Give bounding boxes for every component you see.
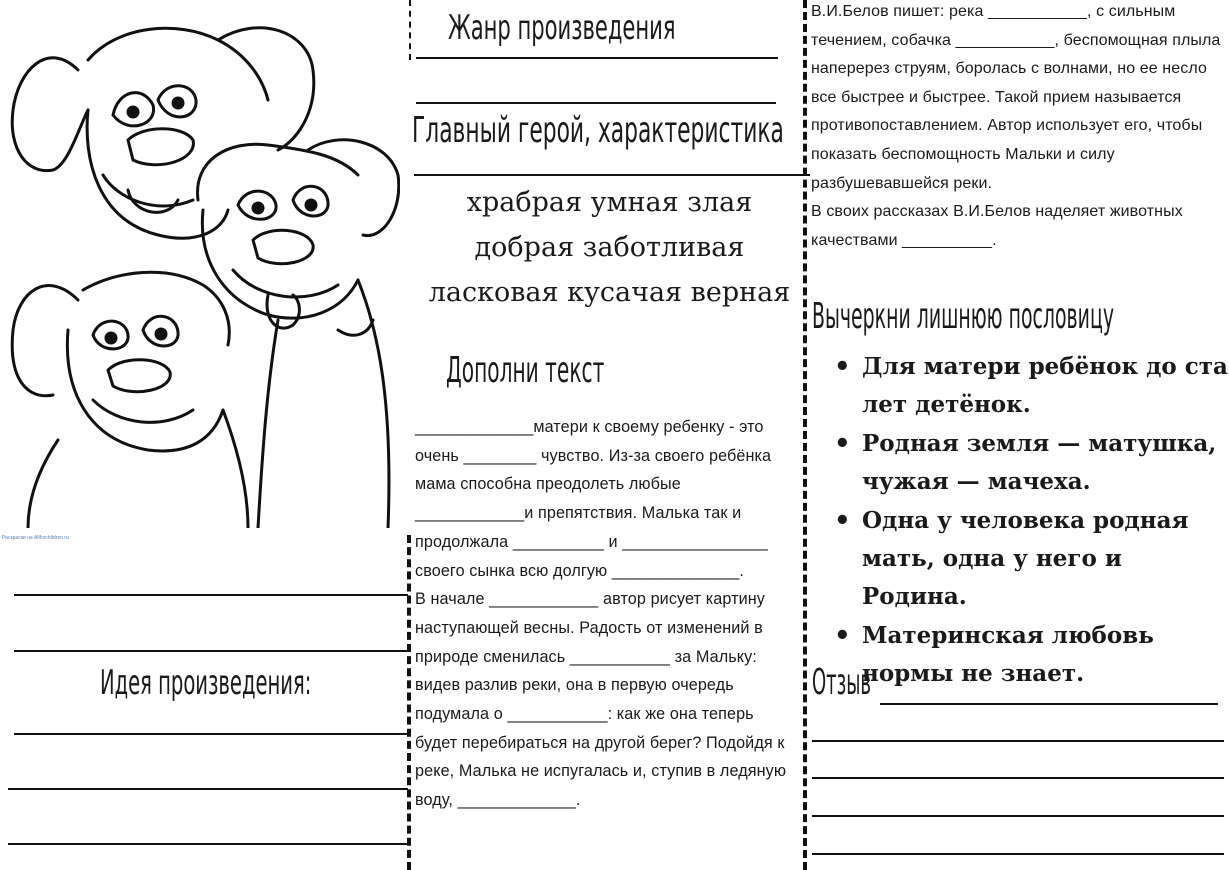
genre-heading: Жанр произведения	[448, 8, 676, 48]
proverb-list	[834, 348, 1229, 694]
answer-line	[8, 843, 408, 845]
review-heading: Отзыв	[812, 662, 872, 703]
proverb-item: • Для матери ребёнок до ста лет детёнок.	[834, 348, 1229, 425]
proverb-heading: Вычеркни лишнюю пословицу	[812, 296, 1115, 337]
fill-paragraph: _____________матери к своему ребенку - это очень ________ чувство. Из-за своего ребёнка мама способна преодолеть любые ____________и препятствия. Малька так и продолжала __________ и ________________ своего сынка всю долгую ______________.	[415, 418, 772, 580]
answer-line	[8, 788, 408, 790]
answer-line	[416, 57, 778, 59]
trait-line: храбрая умная злая	[466, 187, 753, 218]
answer-line	[812, 740, 1224, 742]
answer-line	[14, 733, 408, 735]
answer-line	[812, 815, 1224, 817]
hero-traits	[412, 180, 807, 315]
answer-line	[812, 777, 1224, 779]
column-divider-left	[407, 535, 411, 870]
answer-line	[14, 650, 408, 652]
dogs-coloring-illustration	[8, 0, 400, 528]
fill-text-heading: Дополни текст	[446, 350, 605, 391]
fill-paragraph: В начале ____________ автор рисует картину наступающей весны. Радость от изменений в природе сменилась ___________ за Мальку: видев разлив реки, она в первую очередь подумала о ___________: как же она теперь будет перебираться на другой берег? Подойдя к реке, Малька не испугалась и, ступив в ледяную воду, _____________.	[415, 590, 787, 810]
illustration-credit: Раскраски на Allforchildren.ru	[2, 535, 69, 541]
proverb-item: • Родная земля — матушка, чужая — мачеха.	[834, 425, 1229, 502]
hero-heading: Главный герой, характеристика	[412, 110, 784, 151]
proverb-item: • Материнская любовь нормы не знает.	[834, 617, 1229, 694]
trait-line: добрая заботливая	[474, 232, 745, 263]
answer-line	[880, 703, 1218, 705]
trait-line: ласковая кусачая верная	[428, 277, 791, 308]
column-divider-right	[803, 0, 807, 870]
proverb-item: • Одна у человека родная мать, одна у него и Родина.	[834, 502, 1229, 617]
fill-in-text	[415, 413, 800, 815]
idea-heading: Идея произведения:	[100, 663, 312, 703]
answer-line	[416, 102, 776, 104]
answer-line	[414, 174, 810, 176]
answer-line	[812, 853, 1224, 855]
analysis-paragraph: В своих рассказах В.И.Белов наделяет животных качествами __________.	[811, 203, 1183, 249]
answer-line	[14, 594, 408, 596]
column-divider-top	[409, 0, 411, 60]
analysis-paragraph: В.И.Белов пишет: река ___________, с сильным течением, собачка ___________, беспомощная плыла наперерез струям, боролась с волнами, но ее несло все быстрее и быстрее. Такой прием называется противопоставлением. Автор использует его, чтобы показать беспомощность Мальки и силу разбушевавшейся реки.	[811, 3, 1221, 192]
analysis-text	[811, 0, 1227, 255]
